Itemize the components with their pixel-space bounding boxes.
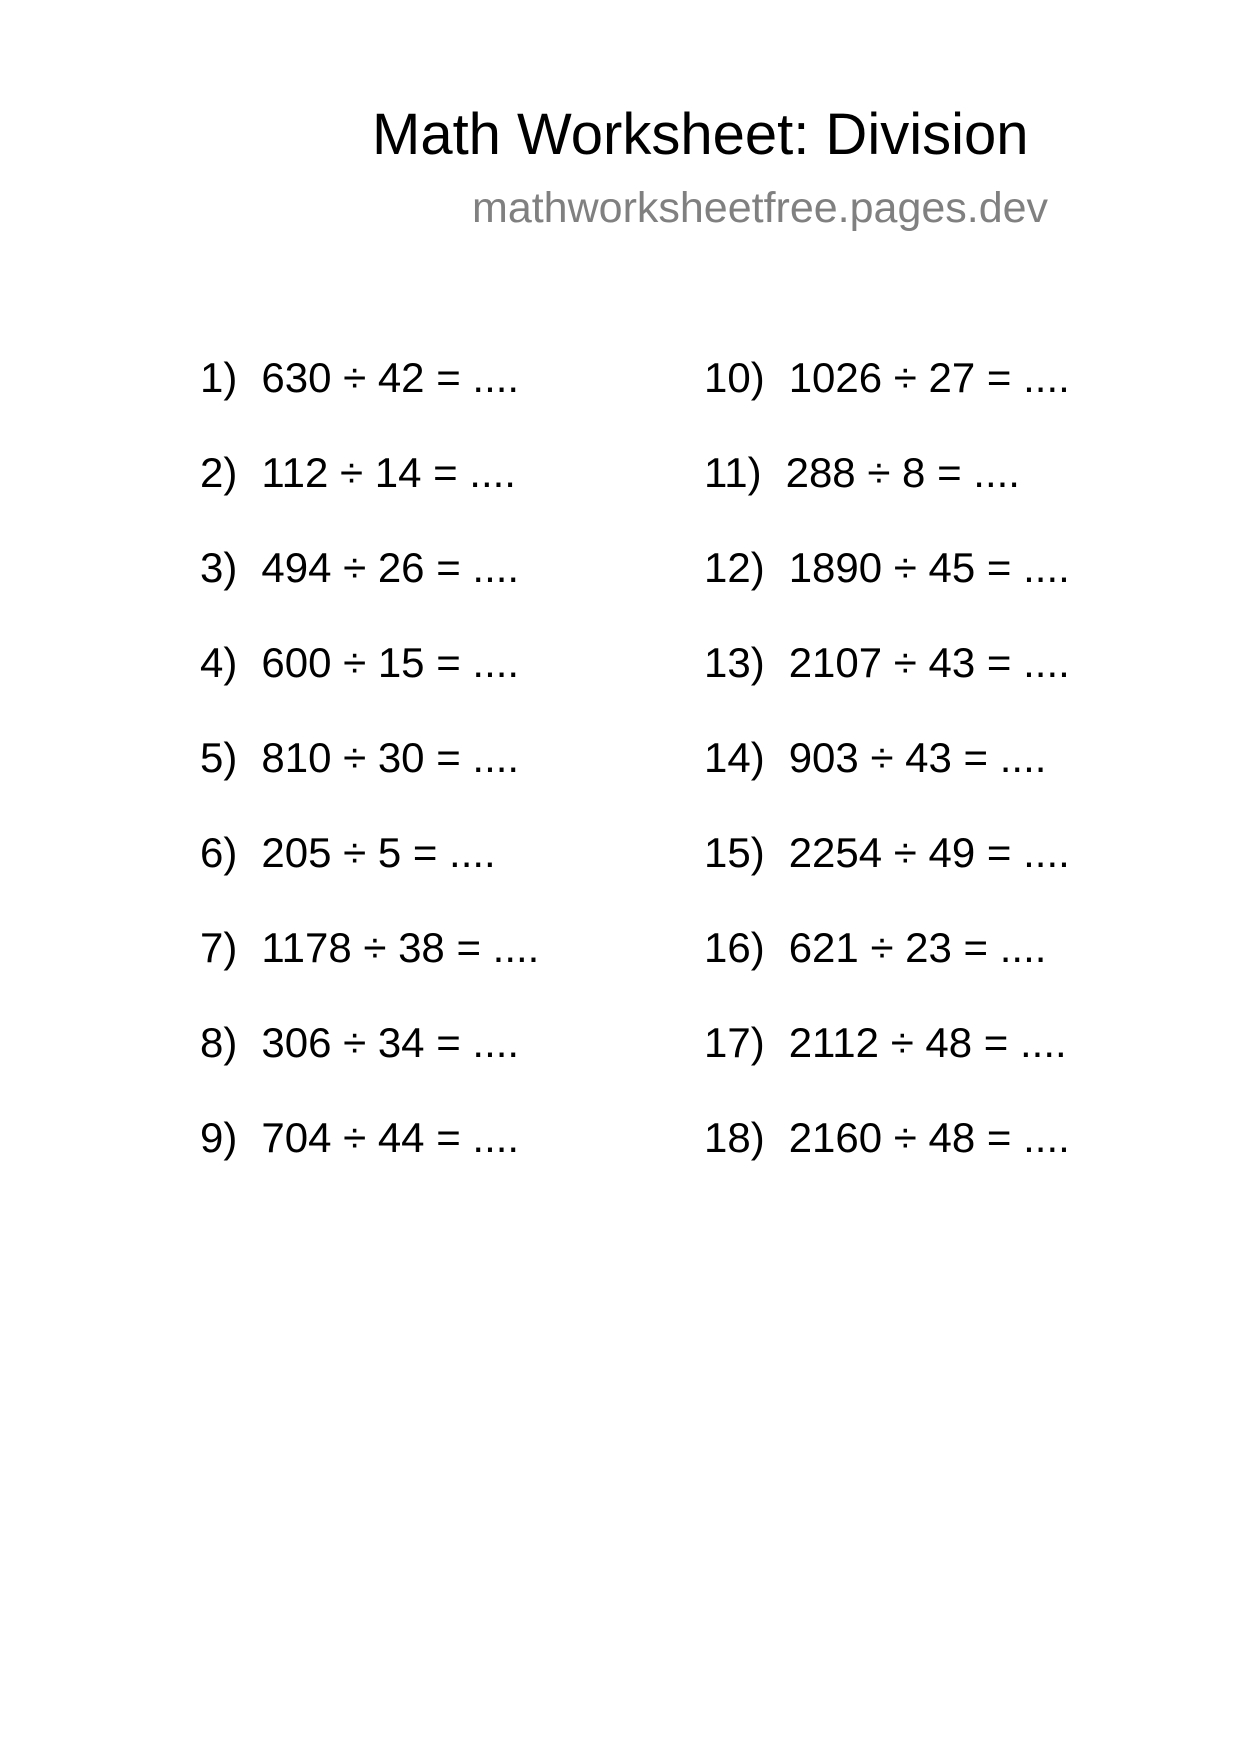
problem-number: 17) [704, 1019, 765, 1066]
problem-number: 4) [200, 639, 238, 686]
problem-item [200, 445, 516, 501]
problem-number: 8) [200, 1019, 238, 1066]
problem-expression: 205 ÷ 5 = .... [261, 829, 496, 876]
problem-item [704, 1015, 1067, 1071]
problem-item [704, 825, 1070, 881]
problem-expression: 1890 ÷ 45 = .... [788, 544, 1070, 591]
problem-item [704, 635, 1070, 691]
problem-number: 2) [200, 449, 238, 496]
problem-number: 7) [200, 924, 238, 971]
problem-number: 16) [704, 924, 765, 971]
problem-expression: 630 ÷ 42 = .... [261, 354, 520, 401]
problem-item [704, 445, 1020, 501]
problem-item [200, 350, 519, 406]
problem-expression: 1026 ÷ 27 = .... [788, 354, 1070, 401]
problem-expression: 494 ÷ 26 = .... [261, 544, 520, 591]
problem-expression: 288 ÷ 8 = .... [785, 449, 1020, 496]
problem-item [704, 1110, 1070, 1166]
problem-item [200, 825, 496, 881]
problem-item [200, 540, 519, 596]
problem-expression: 903 ÷ 43 = .... [788, 734, 1047, 781]
problem-item [200, 1110, 519, 1166]
problem-item [200, 635, 519, 691]
problem-expression: 2254 ÷ 49 = .... [788, 829, 1070, 876]
problem-number: 18) [704, 1114, 765, 1161]
problem-item [200, 920, 539, 976]
problem-number: 11) [704, 449, 762, 496]
problem-item [704, 730, 1046, 786]
problem-number: 9) [200, 1114, 238, 1161]
problem-expression: 621 ÷ 23 = .... [788, 924, 1047, 971]
problem-number: 13) [704, 639, 765, 686]
website-url: mathworksheetfree.pages.dev [472, 184, 1049, 232]
problem-expression: 2160 ÷ 48 = .... [788, 1114, 1070, 1161]
problem-expression: 112 ÷ 14 = .... [261, 449, 516, 496]
problem-expression: 1178 ÷ 38 = .... [261, 924, 540, 971]
problem-number: 12) [704, 544, 765, 591]
problem-item [704, 540, 1070, 596]
problem-number: 10) [704, 354, 765, 401]
problem-number: 14) [704, 734, 765, 781]
problem-number: 5) [200, 734, 238, 781]
problem-expression: 2107 ÷ 43 = .... [788, 639, 1070, 686]
problem-item [200, 1015, 519, 1071]
problem-item [704, 920, 1046, 976]
problem-number: 6) [200, 829, 238, 876]
problem-expression: 600 ÷ 15 = .... [261, 639, 520, 686]
problem-item [200, 730, 519, 786]
page-title: Math Worksheet: Division [372, 102, 1029, 167]
problem-expression: 810 ÷ 30 = .... [261, 734, 520, 781]
problem-expression: 2112 ÷ 48 = .... [788, 1019, 1067, 1066]
problem-number: 1) [200, 354, 238, 401]
problem-expression: 704 ÷ 44 = .... [261, 1114, 520, 1161]
problem-expression: 306 ÷ 34 = .... [261, 1019, 520, 1066]
problem-item [704, 350, 1070, 406]
problem-number: 15) [704, 829, 765, 876]
problem-number: 3) [200, 544, 238, 591]
